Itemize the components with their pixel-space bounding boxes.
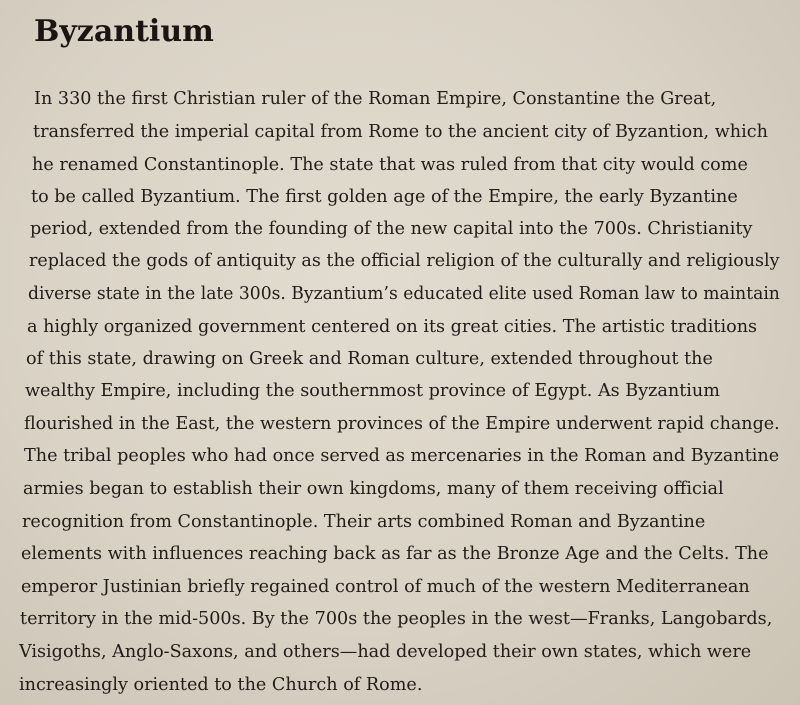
body-line: a highly organized government centered on its great cities. The artistic traditions — [27, 317, 758, 337]
body-line: wealthy Empire, including the southernmost province of Egypt. As Byzantium — [25, 381, 720, 401]
body-line: flourished in the East, the western provinces of the Empire underwent rapid change. — [24, 414, 780, 434]
body-line: In 330 the first Christian ruler of the Roman Empire, Constantine the Great, — [34, 89, 717, 109]
body-line: of this state, drawing on Greek and Roman culture, extended throughout the — [26, 349, 713, 369]
body-line: transferred the imperial capital from Rome to the ancient city of Byzantion, which — [33, 122, 768, 142]
body-line: territory in the mid-500s. By the 700s the peoples in the west—Franks, Langobards, — [20, 609, 773, 629]
body-line: increasingly oriented to the Church of Rome. — [19, 675, 423, 695]
body-line: emperor Justinian briefly regained control of much of the western Mediterranean — [21, 577, 750, 597]
body-line: diverse state in the late 300s. Byzantium’s educated elite used Roman law to maintain — [28, 284, 780, 304]
body-line: elements with influences reaching back as far as the Bronze Age and the Celts. The — [21, 544, 769, 564]
body-line: period, extended from the founding of the new capital into the 700s. Christianity — [30, 219, 753, 239]
body-line: The tribal peoples who had once served as mercenaries in the Roman and Byzantine — [24, 446, 780, 466]
body-line: he renamed Constantinople. The state that was ruled from that city would come — [32, 155, 748, 175]
body-line: Visigoths, Anglo-Saxons, and others—had developed their own states, which were — [19, 642, 752, 662]
body-line: recognition from Constantinople. Their arts combined Roman and Byzantine — [22, 512, 706, 532]
body-line: armies began to establish their own kingdoms, many of them receiving official — [23, 479, 724, 499]
body-line: replaced the gods of antiquity as the official religion of the culturally and religiously — [29, 251, 780, 271]
body-line: to be called Byzantium. The first golden age of the Empire, the early Byzantine — [31, 187, 738, 207]
label-title: Byzantium — [34, 14, 214, 49]
